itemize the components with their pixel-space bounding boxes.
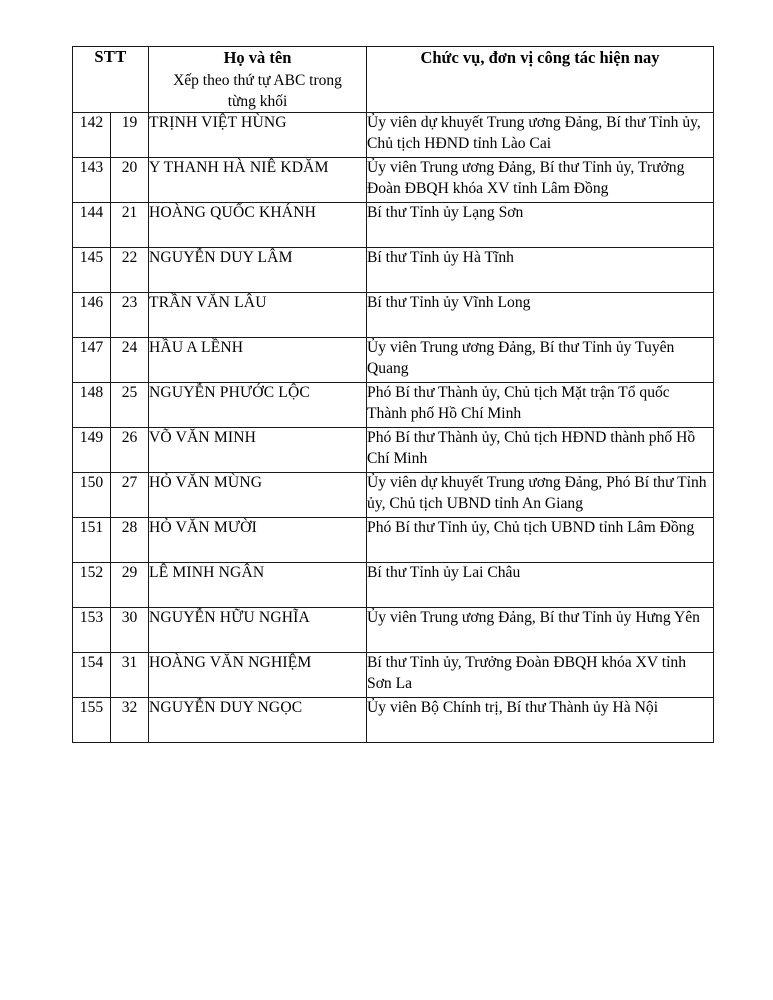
cell-number-block: 28 — [111, 518, 149, 563]
cell-position: Ủy viên Trung ương Đảng, Bí thư Tỉnh ủy Hưng Yên — [367, 608, 714, 653]
cell-number-global: 147 — [73, 338, 111, 383]
cell-full-name: NGUYỄN PHƯỚC LỘC — [149, 383, 367, 428]
table-body — [73, 113, 714, 743]
cell-number-block: 27 — [111, 473, 149, 518]
cell-full-name: NGUYỄN DUY LÂM — [149, 248, 367, 293]
cell-full-name: HOÀNG QUỐC KHÁNH — [149, 203, 367, 248]
cell-number-block: 19 — [111, 113, 149, 158]
table-row — [73, 248, 714, 293]
cell-number-global: 149 — [73, 428, 111, 473]
cell-number-global: 146 — [73, 293, 111, 338]
cell-position: Bí thư Tỉnh ủy Lạng Sơn — [367, 203, 714, 248]
cell-position: Bí thư Tỉnh ủy, Trưởng Đoàn ĐBQH khóa XV tỉnh Sơn La — [367, 653, 714, 698]
cell-number-global: 151 — [73, 518, 111, 563]
table-row — [73, 293, 714, 338]
cell-full-name: HOÀNG VĂN NGHIỆM — [149, 653, 367, 698]
cell-full-name: NGUYỄN DUY NGỌC — [149, 698, 367, 743]
table-row — [73, 113, 714, 158]
column-header-name — [149, 47, 367, 113]
table-row — [73, 473, 714, 518]
cell-position: Bí thư Tỉnh ủy Vĩnh Long — [367, 293, 714, 338]
cell-number-global: 142 — [73, 113, 111, 158]
cell-position: Phó Bí thư Thành ủy, Chủ tịch HĐND thành phố Hồ Chí Minh — [367, 428, 714, 473]
cell-position: Phó Bí thư Thành ủy, Chủ tịch Mặt trận Tổ quốc Thành phố Hồ Chí Minh — [367, 383, 714, 428]
personnel-table — [72, 46, 714, 743]
cell-number-global: 153 — [73, 608, 111, 653]
cell-number-block: 22 — [111, 248, 149, 293]
cell-position: Bí thư Tỉnh ủy Lai Châu — [367, 563, 714, 608]
cell-number-global: 145 — [73, 248, 111, 293]
cell-full-name: TRẦN VĂN LÂU — [149, 293, 367, 338]
column-header-name-sub: Xếp theo thứ tự ABC trong từng khối — [173, 72, 342, 110]
cell-number-global: 152 — [73, 563, 111, 608]
cell-number-global: 155 — [73, 698, 111, 743]
table-row — [73, 698, 714, 743]
table-row — [73, 608, 714, 653]
cell-number-global: 148 — [73, 383, 111, 428]
cell-number-block: 26 — [111, 428, 149, 473]
cell-number-global: 143 — [73, 158, 111, 203]
column-header-name-main: Họ và tên — [223, 48, 292, 67]
cell-position: Bí thư Tỉnh ủy Hà Tĩnh — [367, 248, 714, 293]
cell-full-name: HẦU A LỀNH — [149, 338, 367, 383]
table-row — [73, 158, 714, 203]
cell-full-name: VÕ VĂN MINH — [149, 428, 367, 473]
cell-number-block: 20 — [111, 158, 149, 203]
cell-full-name: NGUYỄN HỮU NGHĨA — [149, 608, 367, 653]
cell-number-block: 29 — [111, 563, 149, 608]
cell-full-name: HỎ VĂN MƯỜI — [149, 518, 367, 563]
cell-full-name: TRỊNH VIỆT HÙNG — [149, 113, 367, 158]
table-row — [73, 653, 714, 698]
table-row — [73, 563, 714, 608]
table-row — [73, 203, 714, 248]
cell-full-name: Y THANH HÀ NIÊ KDĂM — [149, 158, 367, 203]
cell-position: Ủy viên Trung ương Đảng, Bí thư Tỉnh ủy, Trưởng Đoàn ĐBQH khóa XV tỉnh Lâm Đồng — [367, 158, 714, 203]
cell-number-global: 154 — [73, 653, 111, 698]
cell-position: Ủy viên dự khuyết Trung ương Đảng, Bí thư Tỉnh ủy, Chủ tịch HĐND tỉnh Lào Cai — [367, 113, 714, 158]
cell-number-global: 150 — [73, 473, 111, 518]
cell-number-block: 23 — [111, 293, 149, 338]
cell-full-name: HỎ VĂN MÙNG — [149, 473, 367, 518]
table-row — [73, 428, 714, 473]
cell-position: Ủy viên Bộ Chính trị, Bí thư Thành ủy Hà Nội — [367, 698, 714, 743]
column-header-stt: STT — [73, 47, 149, 113]
cell-position: Ủy viên dự khuyết Trung ương Đảng, Phó Bí thư Tỉnh ủy, Chủ tịch UBND tỉnh An Giang — [367, 473, 714, 518]
cell-number-block: 30 — [111, 608, 149, 653]
cell-number-global: 144 — [73, 203, 111, 248]
header-row — [73, 47, 714, 113]
cell-number-block: 25 — [111, 383, 149, 428]
cell-number-block: 24 — [111, 338, 149, 383]
cell-position: Ủy viên Trung ương Đảng, Bí thư Tỉnh ủy Tuyên Quang — [367, 338, 714, 383]
column-header-role: Chức vụ, đơn vị công tác hiện nay — [367, 47, 714, 113]
cell-position: Phó Bí thư Tỉnh ủy, Chủ tịch UBND tỉnh Lâm Đồng — [367, 518, 714, 563]
cell-number-block: 31 — [111, 653, 149, 698]
cell-full-name: LÊ MINH NGÂN — [149, 563, 367, 608]
table-header — [73, 47, 714, 113]
cell-number-block: 32 — [111, 698, 149, 743]
table-row — [73, 383, 714, 428]
table-row — [73, 338, 714, 383]
cell-number-block: 21 — [111, 203, 149, 248]
table-row — [73, 518, 714, 563]
table-container — [72, 46, 713, 743]
